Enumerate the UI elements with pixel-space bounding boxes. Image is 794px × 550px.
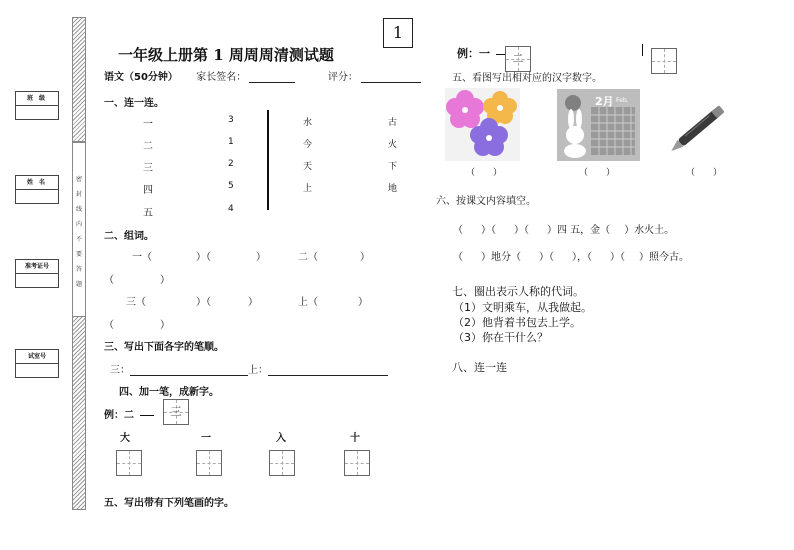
- binding-char: 线: [75, 206, 82, 213]
- s2-row2-close: ）: [160, 320, 170, 331]
- s1-left-word: 二: [143, 141, 153, 152]
- score-label: 评分：: [327, 72, 358, 83]
- page-number: 1: [392, 23, 404, 42]
- section2-title: 二、组词。: [104, 231, 154, 242]
- s4-answer-box[interactable]: [196, 450, 222, 476]
- s1-number: 4: [228, 204, 234, 214]
- s2-row1-close: ）: [160, 275, 170, 286]
- s4-char: 一: [201, 433, 211, 444]
- page-title: 一年级上册第 1 周周周清测试题: [118, 46, 334, 64]
- pen-blank[interactable]: （ ）: [686, 168, 723, 178]
- section7-title: 七、圈出表示人称的代词。: [452, 285, 584, 298]
- flowers-image: [445, 88, 520, 161]
- right-example-answer: 二: [512, 52, 524, 65]
- section5-left-title: 五、写出带有下列笔画的字。: [104, 498, 234, 509]
- section1-title: 一、连一连。: [104, 98, 164, 109]
- s1-right-word2: 地: [388, 184, 398, 194]
- binding-char: 要: [75, 251, 82, 258]
- s3-line: [110, 361, 388, 376]
- binding-hatch-bottom: [72, 316, 86, 510]
- section8-title: 八、连一连: [452, 361, 507, 374]
- binding-char: 题: [75, 281, 82, 288]
- parent-sign-field[interactable]: [249, 72, 295, 83]
- right-example: [457, 45, 506, 61]
- s1-left-word: 三: [143, 163, 153, 174]
- s4-example-answer: 三: [170, 405, 182, 418]
- s1-right-word2: 火: [388, 140, 398, 150]
- section6-title: 六、按课文内容填空。: [436, 196, 536, 207]
- s2-row1-b: ）（: [196, 252, 211, 263]
- s2-row1-open: （: [104, 275, 114, 286]
- s2-row2-e: ）: [358, 297, 368, 308]
- s1-right-word: 今: [303, 140, 313, 150]
- s2-row2-a: 三（: [126, 297, 146, 308]
- s3-item1-label: 三：: [110, 365, 130, 376]
- s2-row2-d: 上（: [298, 297, 318, 308]
- section5-title: 五、看图写出相对应的汉字数字。: [452, 73, 602, 84]
- s1-left-word: 五: [143, 208, 153, 219]
- exam-id-label: 准考证号: [16, 260, 58, 274]
- room-box: [15, 349, 59, 378]
- s3-item1-field[interactable]: [130, 365, 248, 376]
- s6-l1-c: ）（: [514, 225, 529, 236]
- flowers-blank[interactable]: （ ）: [466, 168, 503, 178]
- s6-l2-b: ）地分（: [481, 252, 521, 263]
- s2-row1-e: ）: [360, 252, 370, 263]
- s4-char: 大: [120, 433, 130, 444]
- exam-id-box: [15, 259, 59, 288]
- s6-l2-a: （: [453, 252, 463, 263]
- binding-char: 不: [75, 236, 82, 243]
- s3-item2-field[interactable]: [268, 365, 388, 376]
- s6-line1: [453, 221, 674, 236]
- s1-right-word2: 古: [388, 118, 398, 128]
- s1-divider: [267, 110, 269, 210]
- s4-answer-box[interactable]: [269, 450, 295, 476]
- s1-right-word: 水: [303, 118, 313, 128]
- s4-example: [104, 406, 157, 421]
- s1-left-word: 四: [143, 185, 153, 196]
- s2-row1-d: 二（: [298, 252, 318, 263]
- s4-answer-box[interactable]: [116, 450, 142, 476]
- s7-item: （2）他背着书包去上学。: [453, 316, 581, 329]
- s4-char: 入: [276, 433, 286, 444]
- section3-title: 三、写出下面各字的笔顺。: [104, 342, 224, 353]
- binding-char: 密: [75, 176, 82, 183]
- s6-line2: [453, 248, 689, 263]
- calendar-month: 2月: [595, 95, 614, 108]
- s1-number: 1: [228, 137, 234, 147]
- calendar-image: [557, 89, 640, 161]
- s1-right-word: 上: [303, 184, 313, 194]
- s6-l2-e: ）（: [610, 252, 625, 263]
- s1-right-word2: 下: [388, 162, 398, 172]
- s6-l2-c: ）（: [539, 252, 554, 263]
- s6-l1-b: ）（: [481, 225, 496, 236]
- parent-sign-label: 家长签名：: [196, 72, 247, 83]
- subject-label: 语文（50分钟）: [104, 72, 178, 83]
- s6-l2-f: ）照今古。: [639, 252, 689, 263]
- right-example-prefix: 例：一: [457, 47, 490, 60]
- s1-number: 2: [228, 159, 234, 169]
- right-example-mark: [642, 44, 643, 56]
- name-label: 姓 名: [16, 176, 58, 190]
- s1-right-word: 天: [303, 162, 313, 172]
- s2-row2-b: ）（: [196, 297, 211, 308]
- s2-row2-open: （: [104, 320, 114, 331]
- right-example-box-empty[interactable]: [651, 48, 677, 74]
- s1-number: 3: [228, 115, 234, 125]
- binding-char: 内: [75, 221, 82, 228]
- s1-left-word: 一: [143, 119, 153, 130]
- calendar-blank[interactable]: （ ）: [579, 168, 616, 178]
- s7-item: （3）你在干什么？: [453, 331, 548, 344]
- s4-example-prefix: 例：二: [104, 410, 134, 421]
- s4-answer-box[interactable]: [344, 450, 370, 476]
- s6-l1-e: ）水火土。: [624, 225, 675, 236]
- page-number-box: [383, 18, 413, 48]
- binding-hatch-top: [72, 17, 86, 143]
- room-label: 试室号: [16, 350, 58, 364]
- section4-title: 四、加一笔，成新字。: [119, 387, 219, 398]
- s4-example-box: [163, 399, 189, 425]
- s1-number: 5: [228, 181, 234, 191]
- pen-image: [668, 90, 738, 160]
- s2-row1-c: ）: [256, 252, 266, 263]
- binding-char: 封: [75, 191, 82, 198]
- s6-l2-d: ），（: [572, 252, 592, 263]
- binding-char: 答: [75, 266, 82, 273]
- calendar-en: Feb.: [616, 97, 629, 104]
- header-line: [104, 68, 421, 83]
- binding-text-strip: [72, 141, 86, 318]
- s4-char: 十: [350, 433, 360, 444]
- s3-item2-label: 上：: [248, 365, 268, 376]
- s2-row1-a: 一（: [132, 252, 152, 263]
- s6-l1-d: ）四 五，金（: [547, 225, 611, 236]
- class-box: [15, 91, 59, 120]
- s6-l1-a: （: [453, 225, 463, 236]
- s2-row2-c: ）: [248, 297, 258, 308]
- score-field[interactable]: [361, 72, 421, 83]
- class-label: 班 级: [16, 92, 58, 106]
- s7-item: （1）文明乘车，从我做起。: [453, 301, 592, 314]
- name-box: [15, 175, 59, 204]
